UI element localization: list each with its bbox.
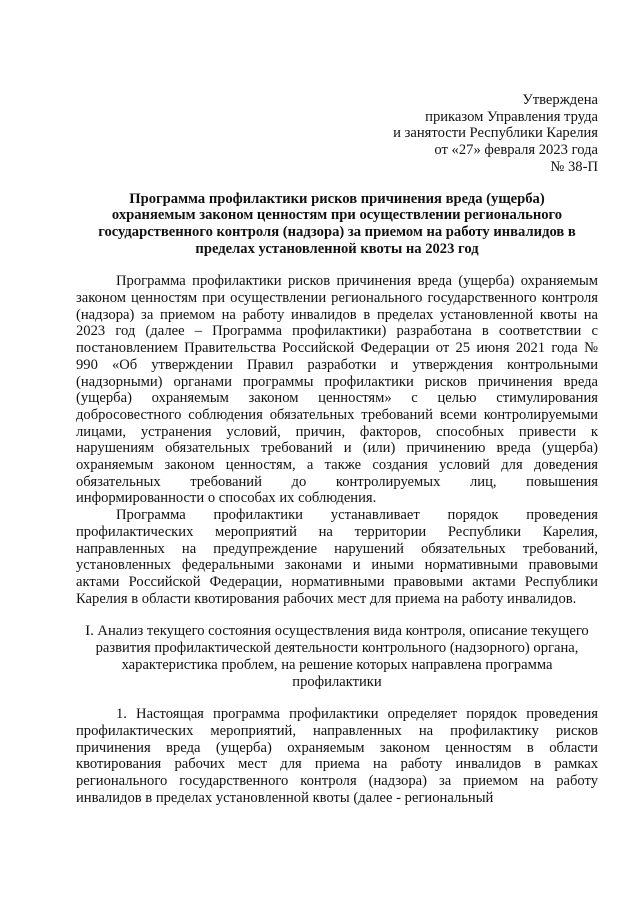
approval-line: от «27» февраля 2023 года bbox=[434, 142, 598, 159]
approval-line: № 38-П bbox=[550, 158, 598, 175]
approval-line: Утверждена bbox=[522, 92, 598, 108]
document-title: Программа профилактики рисков причинения вреда (ущерба) охраняемым законом ценностям при осуществлении регионального государственного контроля (надзора) за приемом на работу инвалидов в пределах установленной квоты на 2023 год bbox=[98, 190, 576, 257]
approval-line: приказом Управления труда bbox=[425, 108, 598, 125]
approval-stamp bbox=[76, 92, 598, 176]
section-heading: I. Анализ текущего состояния осуществления вида контроля, описание текущего развития профилактической деятельности контрольного (надзорного) органа, характеристика проблем, на решение которых направлена программа профилактики bbox=[85, 623, 589, 690]
intro-paragraph: Программа профилактики устанавливает порядок проведения профилактических мероприятий на территории Республики Карелия, направленных на предупреждение нарушений обязательных требований, установленных федеральными законами и иными нормативными правовыми актами Российской Федерации, нормативными правовыми актами Республики Карелия в области квотирования рабочих мест для приема на работу инвалидов. bbox=[76, 507, 598, 607]
approval-line: и занятости Республики Карелия bbox=[393, 125, 598, 142]
section-paragraph: 1. Настоящая программа профилактики определяет порядок проведения профилактических мероприятий, направленных на профилактику рисков причинения вреда (ущерба) охраняемым законом ценностям в области квотирования рабочих мест для приема на работу инвалидов в рамках регионального государственного контроля (надзора) за приемом на работу инвалидов в пределах установленной квоты (далее - региональный bbox=[76, 706, 598, 806]
intro-paragraph: Программа профилактики рисков причинения вреда (ущерба) охраняемым законом ценностям при осуществлении регионального государственного контроля (надзора) за приемом на работу инвалидов в пределах установленной квоты на 2023 год (далее – Программа профилактики) разработана в соответствии с постановлением Правительства Российской Федерации от 25 июня 2021 года № 990 «Об утверждении Правил разработки и утверждения контрольными (надзорными) органами программы профилактики рисков причинения вреда (ущерба) охраняемым законом ценностям» с целью стимулирования добросовестного соблюдения обязательных требований всеми контролируемыми лицами, устранения условий, причин, факторов, способных привести к нарушениям обязательных требований и (или) причинению вреда (ущерба) охраняемым законом ценностям, а также создания условий для доведения обязательных требований до контролируемых лиц, повышения информированности о способах их соблюдения. bbox=[76, 273, 598, 507]
document-page bbox=[76, 92, 598, 806]
